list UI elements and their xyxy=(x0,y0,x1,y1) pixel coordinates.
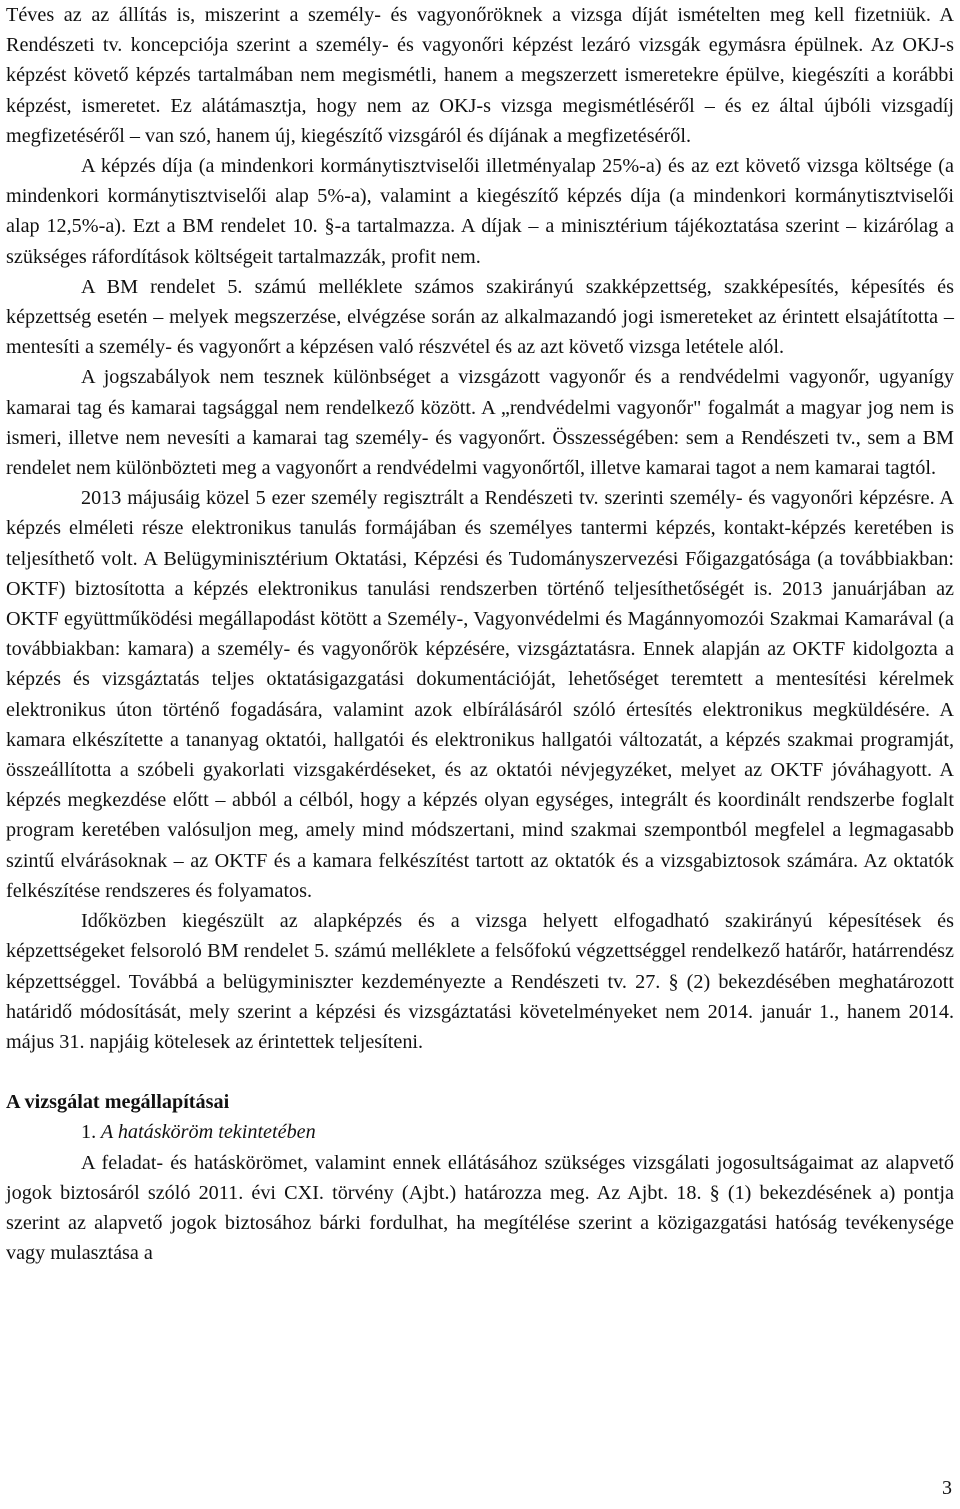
section-subheading xyxy=(6,1117,954,1147)
paragraph-exemptions: A BM rendelet 5. számú melléklete számos szakirányú szakképzettség, szakképesítés, képesítés és képzettség esetén – melyek megszerzése, elvégzése során az alkalmazandó jogi ismereteket az érintett elsajátította – mentesíti a személy- és vagyonőrt a képzésen való részvétel és az azt követő vizsga letétele alól. xyxy=(6,275,954,359)
paragraph-competence: A feladat- és hatáskörömet, valamint ennek ellátásához szükséges vizsgálati jogosultságaimat az alapvető jogok biztosáról szóló 2011. évi CXI. törvény (Ajbt.) határozza meg. Az Ajbt. 18. § (1) bekezdésének a) pontja szerint az alapvető jogok biztosához bárki fordulhat, ha megítélése szerint a közigazgatási hatóság tevékenysége vagy mulasztása a xyxy=(6,1151,954,1265)
subheading-number: 1. xyxy=(81,1121,97,1144)
paragraph-no-distinction: A jogszabályok nem tesznek különbséget a vizsgázott vagyonőr és a rendvédelmi vagyonőr, ugyanígy kamarai tag és kamarai tagsággal nem rendelkező között. A „rendvédelmi vagyonőr" fogalmát a magyar jog nem is ismeri, illetve nem nevesíti a kamarai tag személy- és vagyonőrt. Összességében: sem a Rendészeti tv., sem a BM rendelet nem különbözteti meg a vagyonőrt a rendvédelmi vagyonőrtől, illetve kamarai tagot a nem kamarai tagtól. xyxy=(6,366,954,480)
paragraph-supplement: Időközben kiegészült az alapképzés és a vizsga helyett elfogadható szakirányú képesítések és képzettségeket felsoroló BM rendelet 5. számú melléklete a felsőfokú végzettséggel rendelkező határőr, határrendész képzettséggel. Továbbá a belügyminiszter kezdeményezte a Rendészeti tv. 27. § (2) bekezdésében meghatározott határidő módosítását, mely szerint a képzési és vizsgáztatási követelményeket nem 2014. január 1., hanem 2014. május 31. napjáig kötelesek az érintettek teljesíteni. xyxy=(6,910,954,1053)
page-number: 3 xyxy=(942,1477,952,1499)
document-body xyxy=(6,0,954,1268)
paragraph-exam-fee: Téves az az állítás is, miszerint a személy- és vagyonőröknek a vizsga díját ismételten meg kell fizetniük. A Rendészeti tv. koncepciója szerint a személy- és vagyonőri képzést lezáró vizsgák egymásra épülnek. Az OKJ-s képzést követő képzés tartalmában nem megismétli, hanem a megszerzett ismeretekre épülve, kiegészíti a korábbi képzést, ismeretet. Ez alátámasztja, hogy nem az OKJ-s vizsga megismétléséről – és ez által újbóli vizsgadíj megfizetéséről – van szó, hanem új, kiegészítő vizsgáról és díjának a megfizetéséről. xyxy=(6,4,954,147)
section-heading: A vizsgálat megállapításai xyxy=(6,1091,230,1114)
paragraph-training-fees: A képzés díja (a mindenkori kormánytisztviselői illetményalap 25%-a) és az ezt követő vizsga költsége (a mindenkori kormánytisztviselői alap 5%-a), valamint a kiegészítő képzés díja (a mindenkori kormánytisztviselői alap 12,5%-a). Ezt a BM rendelet 10. §-a tartalmazza. A díjak – a minisztérium tájékoztatása szerint – kizárólag a szükséges ráfordítások költségeit tartalmazzák, profit nem. xyxy=(6,155,954,268)
subheading-title: A hatásköröm tekintetében xyxy=(100,1121,316,1144)
paragraph-registration: 2013 májusáig közel 5 ezer személy regisztrált a Rendészeti tv. szerinti személy- és vagyonőri képzésre. A képzés elméleti része elektronikus tanulás formájában és személyes tantermi képzés, kontakt-képzés keretében is teljesíthető volt. A Belügyminisztérium Oktatási, Képzési és Tudományszervezési Főigazgatósága (a továbbiakban: OKTF) biztosította a képzés elektronikus tanulási rendszerben történő teljesíthetőségét is. 2013 januárjában az OKTF együttműködési megállapodást kötött a Személy-, Vagyonvédelmi és Magánnyomozói Szakmai Kamarával (a továbbiakban: kamara) a személy- és vagyonőrök képzésére, vizsgáztatásra. Ennek alapján az OKTF kidolgozta a képzés és vizsgáztatás teljes oktatásigazgatási dokumentációját, lehetőséget teremtett a mentesítési kérelmek elektronikus úton történő fogadására, valamint azok elbírálásáról szóló értesítés elektronikus megküldésére. A kamara elkészítette a tananyag oktatói, hallgatói és elektronikus hallgatói változatát, a képzés szakmai programját, összeállította a szóbeli gyakorlati vizsgakérdéseket, és az oktatói névjegyzéket, melyet az OKTF jóváhagyott. A képzés megkezdése előtt – abból a célból, hogy a képzés olyan egységes, integrált és koordinált rendszerbe foglalt program keretében valósuljon meg, amely mind módszertani, mind szakmai szempontból megfelel a legmagasabb szintű elvárásoknak – az OKTF és a kamara felkészítést tartott az oktatók és a vizsgabiztosok számára. Az oktatók felkészítése rendszeres és folyamatos. xyxy=(6,487,954,902)
